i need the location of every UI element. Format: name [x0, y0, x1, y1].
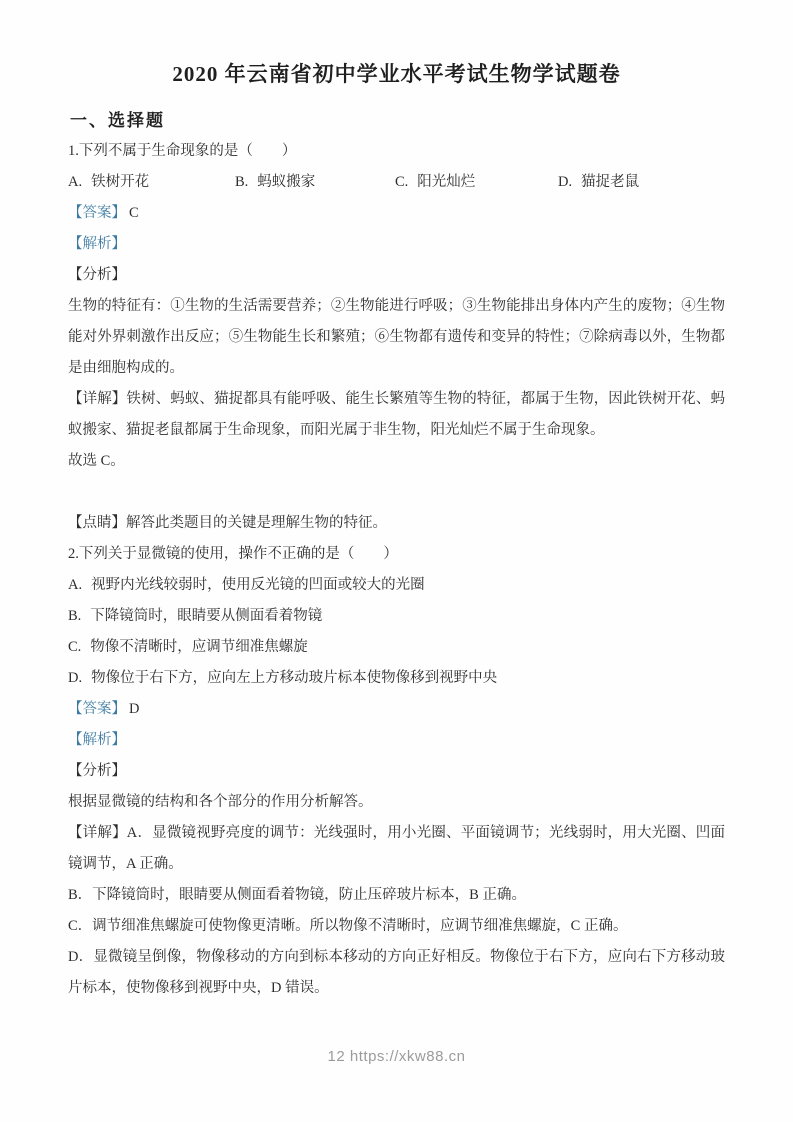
question-1-option-a	[68, 167, 235, 198]
question-2-fenxi-line	[68, 756, 725, 787]
xiangjie-label: 【详解】	[68, 391, 127, 407]
question-2-xiangjie-a	[68, 818, 725, 880]
question-2-option-d	[68, 663, 725, 694]
question-1-answer-line	[68, 198, 725, 229]
option-key: A.	[68, 174, 83, 190]
option-text: 物像不清晰时，应调节细准焦螺旋	[90, 639, 308, 655]
option-key: C.	[68, 639, 82, 655]
question-1-option-d	[558, 167, 725, 198]
question-2-xiangjie-b: B．下降镜筒时，眼睛要从侧面看着物镜，防止压碎玻片标本，B 正确。	[68, 887, 526, 903]
xiangjie-text-a: A．显微镜视野亮度的调节：光线强时，用小光圈、平面镜调节；光线弱时，用大光圈、凹面镜调节，A 正确。	[68, 825, 726, 872]
question-2-option-c	[68, 632, 725, 663]
option-key: C.	[395, 174, 409, 190]
option-text: 猫捉老鼠	[581, 174, 640, 190]
answer-value: C	[129, 205, 139, 221]
question-2-answer-line	[68, 694, 725, 725]
question-2-jiexi-line	[68, 725, 725, 756]
page-footer: 12 https://xkw88.cn	[327, 1048, 466, 1065]
question-2-xiangjie-c: C．调节细准焦螺旋可使物像更清晰。所以物像不清晰时，应调节细准焦螺旋，C 正确。	[68, 918, 628, 934]
fenxi-label: 【分析】	[68, 763, 126, 779]
question-1-fenxi-line	[68, 260, 725, 291]
question-2-fenxi-text: 根据显微镜的结构和各个部分的作用分析解答。	[68, 794, 373, 810]
option-text: 视野内光线较弱时，使用反光镜的凹面或较大的光圈	[91, 577, 425, 593]
question-1-jiexi-line	[68, 229, 725, 260]
question-1-dianjing-paragraph	[68, 508, 725, 539]
jiexi-label: 【解析】	[68, 732, 126, 748]
question-1-conclusion: 故选 C。	[68, 453, 125, 469]
dianjing-label: 【点睛】	[68, 515, 126, 531]
xiangjie-label: 【详解】	[68, 825, 127, 841]
question-2-option-b	[68, 601, 725, 632]
option-key: A.	[68, 577, 83, 593]
question-1-fenxi-text: 生物的特征有：①生物的生活需要营养；②生物能进行呼吸；③生物能排出身体内产生的废物；④生物能对外界刺激作出反应；⑤生物能生长和繁殖；⑥生物都有遗传和变异的特性；⑦除病毒以外，生物都是由细胞构成的。	[68, 298, 725, 376]
option-text: 下降镜筒时，眼睛要从侧面看着物镜	[90, 608, 323, 624]
option-key: D.	[68, 670, 83, 686]
answer-label: 【答案】	[68, 701, 126, 717]
jiexi-label: 【解析】	[68, 236, 126, 252]
page-title: 2020 年云南省初中学业水平考试生物学试题卷	[172, 62, 621, 86]
answer-value: D	[129, 701, 140, 717]
question-2-xiangjie-d: D．显微镜呈倒像，物像移动的方向到标本移动的方向正好相反。物像位于右下方，应向右下方移动玻片标本，使物像移到视野中央，D 错误。	[68, 949, 725, 996]
option-key: B.	[68, 608, 82, 624]
question-1-options	[68, 167, 725, 198]
answer-label: 【答案】	[68, 205, 126, 221]
section-heading: 一、选择题	[70, 111, 165, 130]
option-text: 蚂蚁搬家	[257, 174, 316, 190]
question-1-option-b	[235, 167, 395, 198]
question-1-stem: 1.下列不属于生命现象的是（ ）	[68, 143, 297, 159]
question-2-option-a	[68, 570, 725, 601]
question-1-option-c	[395, 167, 558, 198]
dianjing-text: 解答此类题目的关键是理解生物的特征。	[126, 515, 387, 531]
option-text: 物像位于右下方，应向左上方移动玻片标本使物像移到视野中央	[91, 670, 498, 686]
option-text: 铁树开花	[91, 174, 150, 190]
option-text: 阳光灿烂	[417, 174, 476, 190]
question-2-stem: 2.下列关于显微镜的使用，操作不正确的是（ ）	[68, 546, 398, 562]
blank-line	[68, 477, 725, 508]
question-1-xiangjie-paragraph	[68, 384, 725, 446]
option-key: B.	[235, 174, 249, 190]
fenxi-label: 【分析】	[68, 267, 126, 283]
xiangjie-text: 铁树、蚂蚁、猫捉都具有能呼吸、能生长繁殖等生物的特征，都属于生物，因此铁树开花、蚂蚁搬家、猫捉老鼠都属于生命现象，而阳光属于非生物，阳光灿烂不属于生命现象。	[68, 391, 726, 438]
option-key: D.	[558, 174, 573, 190]
